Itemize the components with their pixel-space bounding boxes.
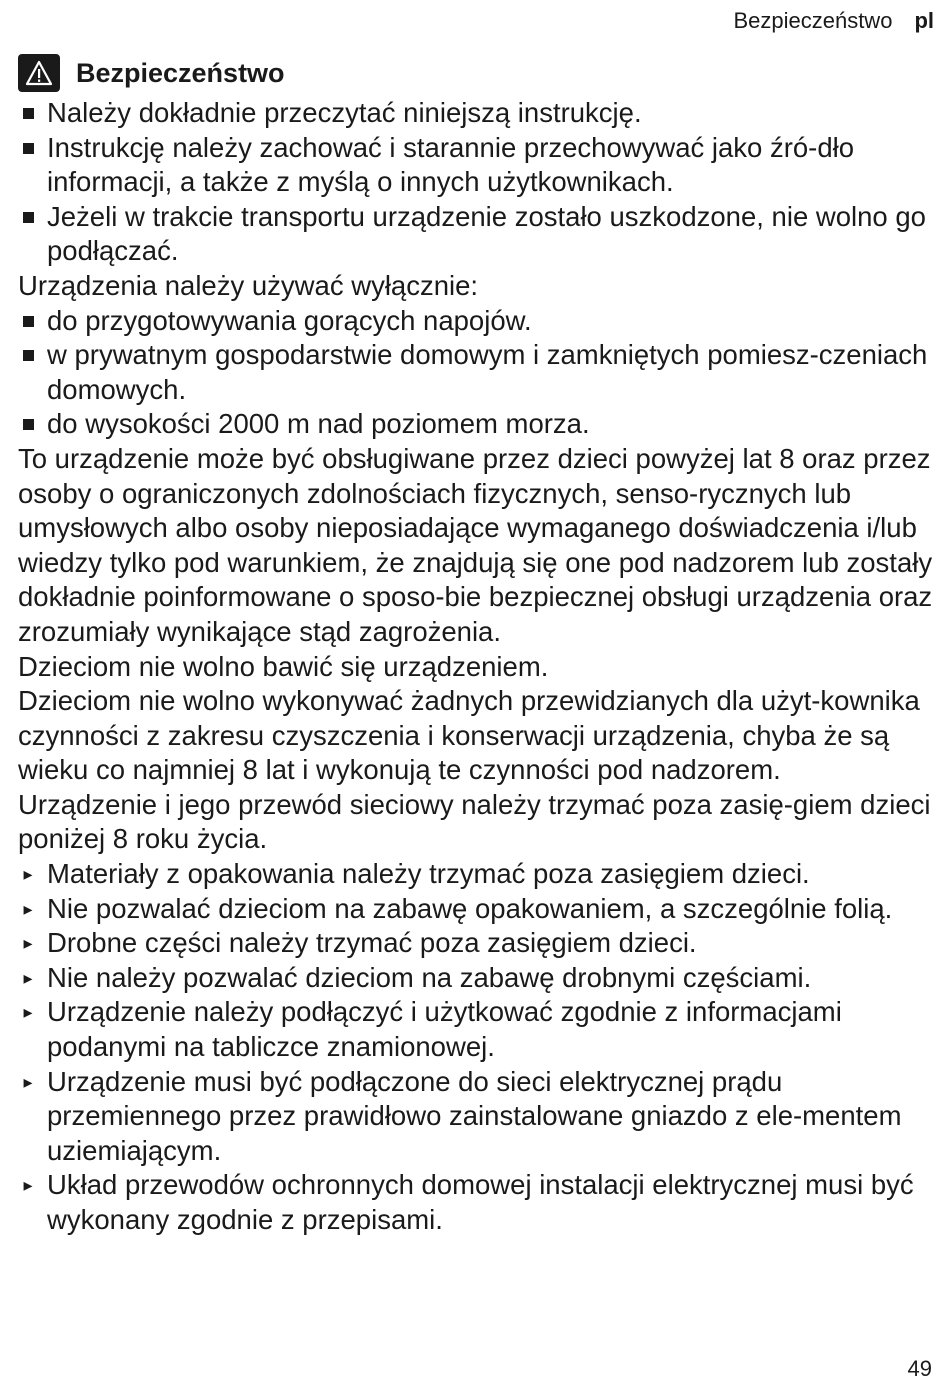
header-section: Bezpieczeństwo (733, 8, 893, 33)
triangle-bullet-icon: ▸ (23, 1175, 33, 1196)
list-item: w prywatnym gospodarstwie domowym i zamkniętych pomiesz-czeniach domowych. (18, 338, 934, 407)
square-bullet-icon (23, 212, 34, 223)
list-item: do przygotowywania gorących napojów. (18, 304, 934, 339)
title-row (18, 50, 934, 96)
list-item: ▸ Układ przewodów ochronnych domowej instalacji elektrycznej musi być wykonany zgodnie z przepisami. (18, 1168, 934, 1237)
triangle-bullet-icon: ▸ (23, 864, 33, 885)
paragraph-usage: Urządzenia należy używać wyłącznie: (18, 269, 479, 301)
content (18, 50, 934, 1238)
paragraph: Urządzenie i jego przewód sieciowy należy trzymać poza zasię-giem dzieci poniżej 8 roku życia. (18, 788, 931, 855)
square-bullet-icon (23, 419, 34, 430)
square-bullet-icon (23, 143, 34, 154)
triangle-bullet-icon: ▸ (23, 1002, 33, 1023)
triangle-bullet-icon: ▸ (23, 933, 33, 954)
page-header (733, 8, 934, 34)
warning-icon (18, 54, 60, 92)
triangle-bullet-icon: ▸ (23, 1071, 33, 1092)
list-item: ▸ Urządzenie musi być podłączone do sieci elektrycznej prądu przemiennego przez prawidłowo zainstalowane gniazdo z ele-mentem uziemiającym. (18, 1065, 934, 1169)
list-item: Należy dokładnie przeczytać niniejszą instrukcję. (18, 96, 934, 131)
list-item: ▸ Urządzenie należy podłączyć i użytkować zgodnie z informacjami podanymi na tabliczce znamionowej. (18, 995, 934, 1064)
list-item: ▸ Nie należy pozwalać dzieciom na zabawę drobnymi częściami. (18, 961, 934, 996)
square-bullet-icon (23, 316, 34, 327)
page-number: 49 (907, 1356, 932, 1381)
list-item: ▸ Materiały z opakowania należy trzymać poza zasięgiem dzieci. (18, 857, 934, 892)
square-bullet-icon (23, 350, 34, 361)
list-item: Instrukcję należy zachować i starannie przechowywać jako źró-dło informacji, a także z myślą o innych użytkownikach. (18, 131, 934, 200)
triangle-bullet-icon: ▸ (23, 967, 33, 988)
section-title: Bezpieczeństwo (76, 57, 285, 88)
list-item: ▸ Drobne części należy trzymać poza zasięgiem dzieci. (18, 926, 934, 961)
list-item: ▸ Nie pozwalać dzieciom na zabawę opakowaniem, a szczególnie folią. (18, 892, 934, 927)
list-item: Jeżeli w trakcie transportu urządzenie zostało uszkodzone, nie wolno go podłączać. (18, 200, 934, 269)
paragraph: Dzieciom nie wolno bawić się urządzeniem. (18, 650, 549, 682)
list-item: do wysokości 2000 m nad poziomem morza. (18, 407, 934, 442)
square-bullet-icon (23, 108, 34, 119)
paragraph: To urządzenie może być obsługiwane przez dzieci powyżej lat 8 oraz przez osoby o ograniczonych zdolnościach fizycznych, senso-rycznych lub umysłowych albo osoby nieposiadające wymaganego doświadczenia i/lub wiedzy tylko pod warunkiem, że znajdują się one pod nadzorem lub zostały dokładnie poinformowane o sposo-bie bezpiecznej obsługi urządzenia oraz zrozumiały wynikające stąd zagrożenia. (18, 442, 933, 647)
header-lang: pl (914, 8, 934, 33)
triangle-bullet-icon: ▸ (23, 898, 33, 919)
paragraph: Dzieciom nie wolno wykonywać żadnych przewidzianych dla użyt-kownika czynności z zakresu czyszczenia i konserwacji urządzenia, chyba że są wieku co najmniej 8 lat i wykonują te czynności pod nadzorem. (18, 685, 920, 786)
